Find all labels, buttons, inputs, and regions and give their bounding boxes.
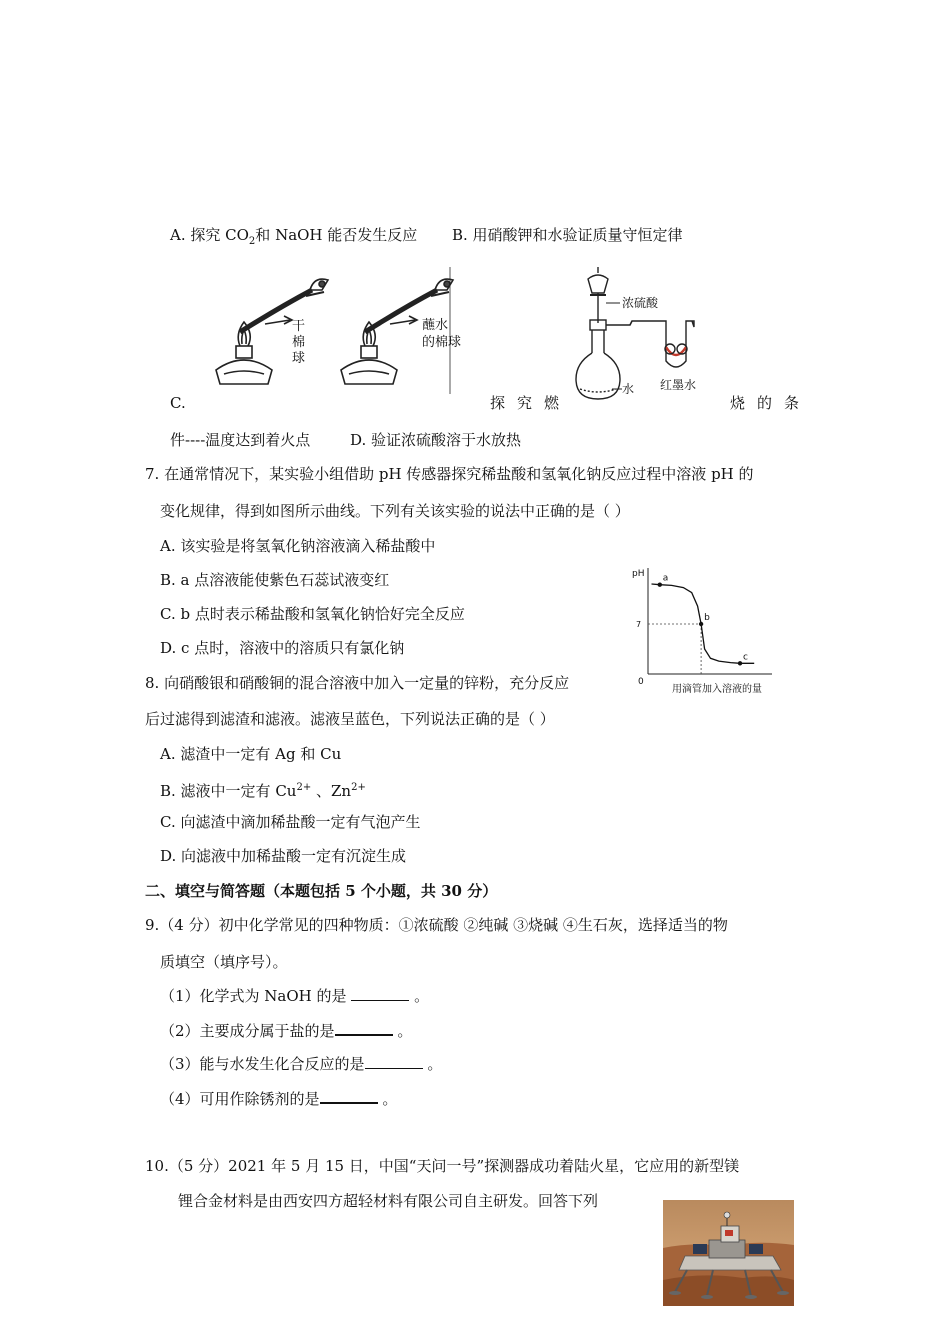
q9-sub1: （1）化学式为 NaOH 的是 。: [160, 987, 430, 1005]
point-label-c: c: [743, 652, 748, 663]
q7-option-a: A. 该实验是将氢氧化钠溶液滴入稀盐酸中: [160, 537, 436, 555]
q6-option-d: D. 验证浓硫酸溶于水放热: [350, 431, 522, 449]
q6-option-c-label: C.: [170, 394, 186, 412]
q9-blank-2[interactable]: [335, 1020, 393, 1036]
water-cotton-label-2: 的棉球: [422, 335, 462, 350]
q7-option-b: B. a 点溶液能使紫色石蕊试液变红: [160, 571, 390, 589]
q7-stem-line2: 变化规律，得到如图所示曲线。下列有关该实验的说法中正确的是（ ）: [160, 502, 630, 520]
q7-option-c: C. b 点时表示稀盐酸和氢氧化钠恰好完全反应: [160, 605, 465, 623]
q10-stem-line2: 锂合金材料是由西安四方超轻材料有限公司自主研发。回答下列: [178, 1192, 599, 1210]
q9-blank-1[interactable]: [351, 986, 409, 1001]
x-axis-label: 用滴管加入溶液的量: [672, 684, 762, 695]
q9-stem-line1: 9.（4 分）初中化学常见的四种物质：①浓硫酸 ②纯碱 ③烧碱 ④生石灰，选择适当的物: [145, 916, 728, 934]
water-label: 水: [622, 382, 635, 396]
dry-cotton-label: 干棉球: [292, 319, 306, 366]
red-ink-label: 红墨水: [660, 378, 697, 392]
water-cotton-label-1: 蘸水: [422, 318, 449, 333]
q9-sub4: （4）可用作除锈剂的是 。: [160, 1090, 398, 1108]
q7-stem-line1: 7. 在通常情况下，某实验小组借助 pH 传感器探究稀盐酸和氢氧化钠反应过程中溶液 pH 的: [145, 465, 754, 483]
section2-heading: 二、填空与简答题（本题包括 5 个小题，共 30 分）: [145, 882, 498, 900]
q9-blank-3[interactable]: [365, 1054, 423, 1069]
point-c: [738, 661, 742, 665]
point-label-a: a: [662, 573, 669, 584]
q7-option-d: D. c 点时，溶液中的溶质只有氯化钠: [160, 639, 405, 657]
y-axis-label: pH: [632, 569, 645, 579]
y-tick-7: 7: [636, 620, 642, 629]
q9-sub2: （2）主要成分属于盐的是 。: [160, 1022, 413, 1040]
point-b: [699, 622, 703, 626]
q6-option-c-continued: 件----温度达到着火点: [170, 431, 311, 449]
origin-label: 0: [638, 677, 644, 687]
ph-curve-chart: [620, 556, 780, 701]
conc-acid-label: 浓硫酸: [622, 296, 659, 310]
q9-stem-line2: 质填空（填序号）。: [160, 953, 288, 971]
mars-lander-photo: [663, 1200, 794, 1306]
q10-stem-line1: 10.（5 分）2021 年 5 月 15 日，中国“天问一号”探测器成功着陆火星，它应用的新型镁: [145, 1157, 740, 1175]
q8-option-b: B. 滤液中一定有 $Cu^{2+}$ 、$Zn^{2+}$: [160, 782, 366, 800]
q6-option-a: A. 探究 $CO_2$和 NaOH 能否发生反应: [170, 226, 418, 247]
q8-stem-line2: 后过滤得到滤渣和滤液。滤液呈蓝色，下列说法正确的是（ ）: [145, 710, 555, 728]
q8-option-a: A. 滤渣中一定有 Ag 和 Cu: [160, 745, 342, 763]
q8-option-d: D. 向滤液中加稀盐酸一定有沉淀生成: [160, 847, 407, 865]
q9-blank-4[interactable]: [320, 1088, 378, 1104]
flask-apparatus-figure: [570, 265, 710, 400]
point-label-b: b: [704, 613, 710, 623]
alcohol-lamp-figure: [210, 262, 470, 394]
q8-stem-line1: 8. 向硝酸银和硝酸铜的混合溶液中加入一定量的锌粉，充分反应: [145, 674, 570, 692]
q6-option-c-end: 烧的条: [730, 394, 812, 412]
q9-sub3: （3）能与水发生化合反应的是 。: [160, 1055, 443, 1073]
q6-option-b: B. 用硝酸钾和水验证质量守恒定律: [452, 226, 683, 244]
alcohol-lamp-left: [216, 279, 328, 384]
q8-option-c: C. 向滤渣中滴加稀盐酸一定有气泡产生: [160, 813, 421, 831]
q6-option-c-mid: 探究燃: [490, 394, 572, 412]
point-a: [658, 583, 662, 587]
